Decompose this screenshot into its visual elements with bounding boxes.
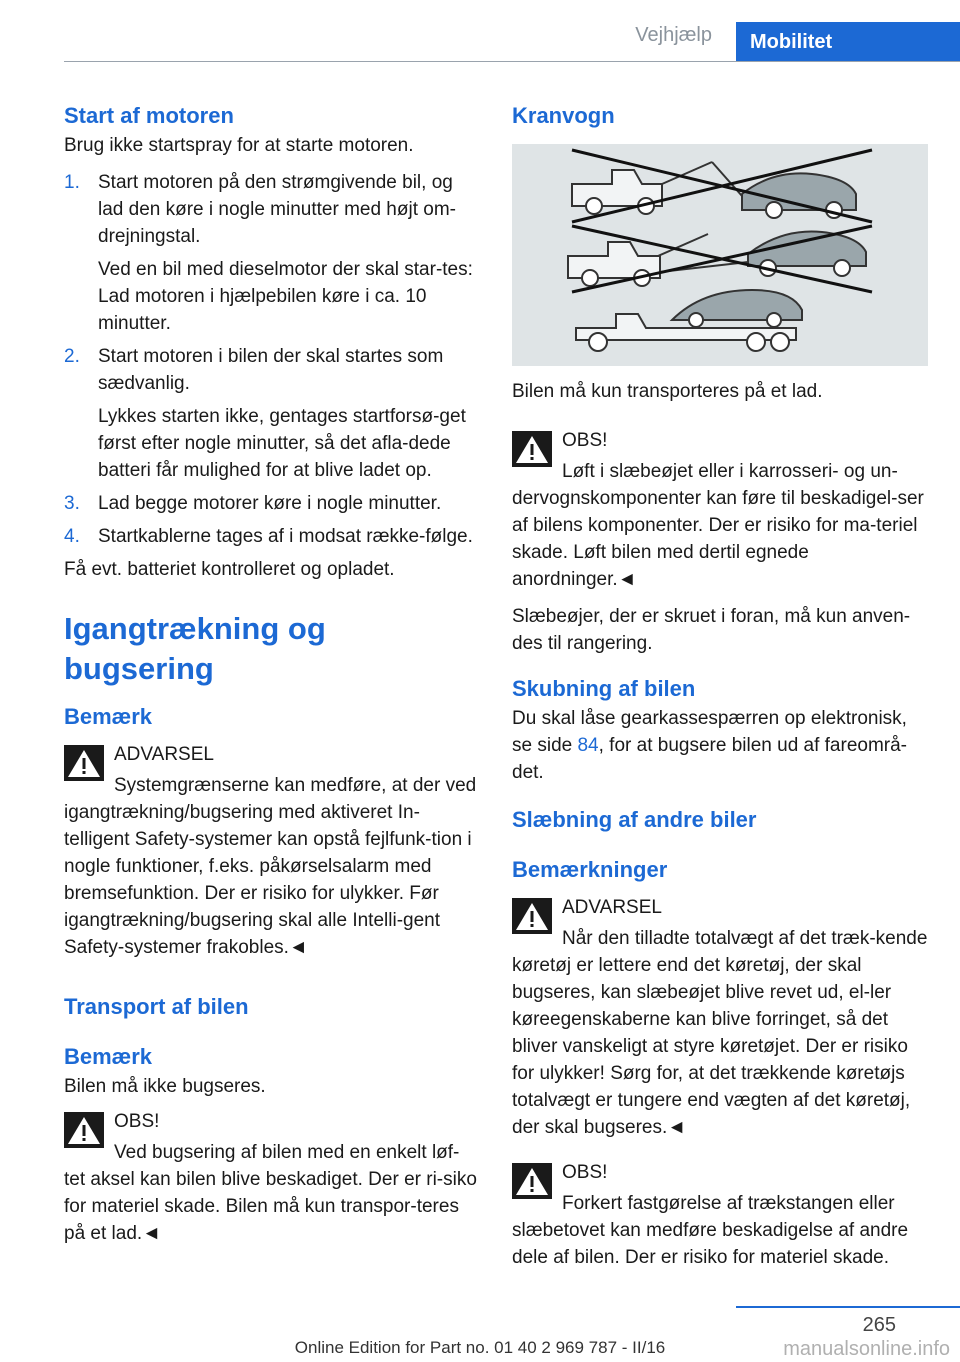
list-number: 2. <box>64 346 80 367</box>
right-column <box>512 100 928 1271</box>
caution-label: OBS! <box>562 430 608 451</box>
caution-label: OBS! <box>562 1162 608 1183</box>
transport-title: Transport af bilen <box>64 994 249 1019</box>
list-number: 4. <box>64 526 80 547</box>
start-steps-list <box>64 169 478 550</box>
header-rule <box>64 61 960 62</box>
warning-text: Når den tilladte totalvægt af det træk‐kende køretøj er lettere end det køretøj, der skal bugseres, kan slæbeøjet blive revet ud, el‐ler køreegenskaberne kan blive forringet, så det bliver vanskeligt at styre køretøjet. Der er risiko for ulykker! Sørg for, at det trækkende køretøjs totalvægt er tungere end vægten af det køretøj, der skal bugseres.◄ <box>512 928 928 1138</box>
list-number: 3. <box>64 493 80 514</box>
page-number: 265 <box>862 1314 896 1336</box>
tow-start-title: Igangtrækning og bugsering <box>64 611 326 686</box>
start-title: Start af motoren <box>64 103 234 128</box>
push-text-start: Du skal låse gearkassespærren op elektronisk, se side <box>512 708 907 756</box>
start-intro: Brug ikke startspray for at starte motoren. <box>64 135 414 156</box>
warning-triangle-icon <box>64 1112 104 1148</box>
left-column <box>64 100 478 1247</box>
remark-title: Bemærk <box>64 704 153 729</box>
push-text <box>512 705 928 786</box>
section-tab[interactable]: Vejhjælp <box>635 24 712 46</box>
list-number: 1. <box>64 172 80 193</box>
list-subtext: Ved en bil med dieselmotor der skal star‐tes: Lad motoren i hjælpebilen køre i ca. 10 minutter. <box>98 259 473 334</box>
list-item <box>64 490 478 517</box>
list-text: Start motoren på den strømgivende bil, og lad den køre i nogle minutter med højt om‐drejningstal. <box>98 172 456 247</box>
page-header <box>0 0 960 62</box>
caution-label: OBS! <box>114 1111 160 1132</box>
list-text: Lad begge motorer køre i nogle minutter. <box>98 493 442 514</box>
crane-title: Kranvogn <box>512 103 615 128</box>
warning-triangle-icon <box>512 431 552 467</box>
watermark: manualsonline.info <box>783 1338 950 1360</box>
other-vehicles-title: Slæbning af andre biler <box>512 807 757 832</box>
caution-note <box>512 427 928 593</box>
list-text: Start motoren i bilen der skal startes som sædvanlig. <box>98 346 444 394</box>
crane-caption: Bilen må kun transporteres på et lad. <box>512 381 823 402</box>
caution-text: Forkert fastgørelse af trækstangen eller slæbetovet kan medføre beskadigelse af andre dele af bilen. Der er risiko for materiel skade. <box>512 1193 909 1268</box>
transport-intro: Bilen må ikke bugseres. <box>64 1076 266 1097</box>
warning-note <box>64 741 478 961</box>
start-outro: Få evt. batteriet kontrolleret og opladet. <box>64 559 395 580</box>
footer-rule <box>736 1306 960 1308</box>
push-title: Skubning af bilen <box>512 676 696 701</box>
caution-text: Løft i slæbeøjet eller i karrosseri- og un‐dervognskomponenter kan føre til beskadigel‐ser af bilens komponenter. Der er risiko for ma‐teriel skade. Løft bilen med dertil egnede anordninger.◄ <box>512 461 924 590</box>
caution-text: Ved bugsering af bilen med en enkelt løf‐tet aksel kan bilen blive beskadiget. Der er ri‐siko for materiel skade. Bilen må kun transpor‐teres på et lad.◄ <box>64 1142 477 1244</box>
tow-truck-illustration <box>512 144 928 366</box>
transport-remark-title: Bemærk <box>64 1044 153 1069</box>
warning-note <box>512 894 928 1141</box>
tow-eye-text: Slæbeøjer, der er skruet i foran, må kun anven‐des til rangering. <box>512 606 911 654</box>
caution-note <box>64 1108 478 1247</box>
warning-triangle-icon <box>64 745 104 781</box>
caution-note <box>512 1159 928 1271</box>
list-subtext: Lykkes starten ikke, gentages startforsø‐get først efter nogle minutter, så det afla‐dede batteri får mulighed for at blive ladet op. <box>98 406 466 481</box>
notes-title: Bemærkninger <box>512 857 668 882</box>
warning-triangle-icon <box>512 898 552 934</box>
list-item <box>64 169 478 250</box>
warning-triangle-icon <box>512 1163 552 1199</box>
warning-label: ADVARSEL <box>114 744 214 765</box>
push-text-end: , for at bugsere bilen ud af fareområ‐det. <box>512 735 908 783</box>
list-text: Startkablerne tages af i modsat række‐følge. <box>98 526 473 547</box>
warning-label: ADVARSEL <box>562 897 662 918</box>
edition-text: Online Edition for Part no. 01 40 2 969 787 - II/16 <box>294 1338 666 1357</box>
warning-text: Systemgrænserne kan medføre, at der ved igangtrækning/bugsering med aktiveret In‐telligent Safety-systemer kan opstå fejlfunk‐tion i nogle funktioner, f.eks. påkørselsalarm med bremsefunktion. Der er risiko for ulykker. Før igangtrækning/bugsering skal alle Intelli‐gent Safety-systemer frakobles.◄ <box>64 775 477 958</box>
page-footer <box>0 1300 960 1362</box>
list-item <box>64 343 478 397</box>
list-item <box>64 523 478 550</box>
chapter-tab[interactable]: Mobilitet <box>736 22 960 62</box>
page-reference-link[interactable]: 84 <box>577 735 599 756</box>
